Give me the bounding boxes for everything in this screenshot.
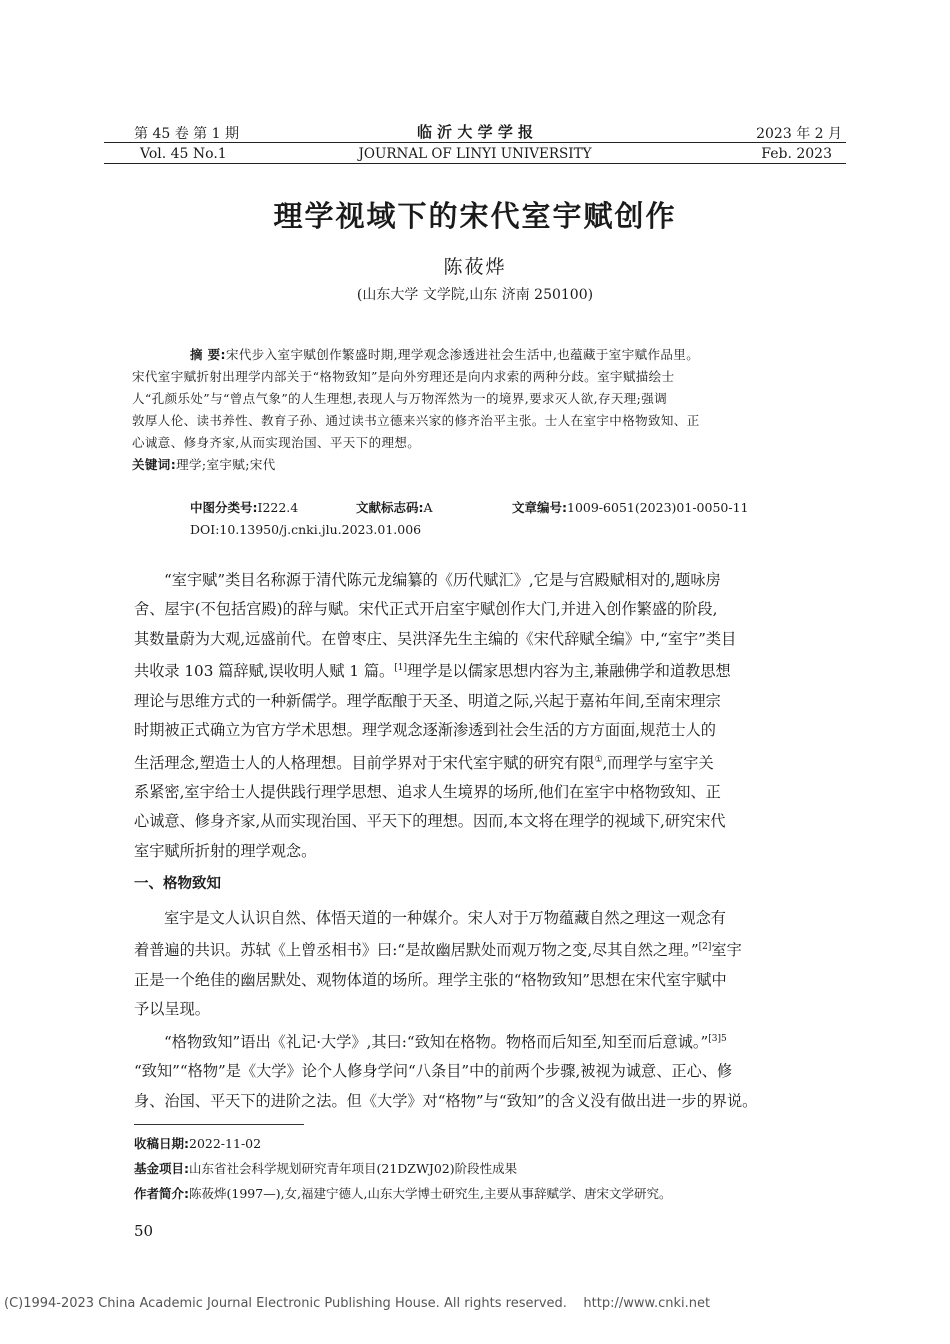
body-line: 身、治国、平天下的进阶之法。但《大学》对“格物”与“致知”的含义没有做出进一步的界说。 xyxy=(134,1091,758,1110)
body-line: 时期被正式确立为官方学术思想。理学观念逐渐渗透到社会生活的方方面面,规范士人的 xyxy=(134,721,716,740)
clc-number: 中图分类号:I222.4 xyxy=(190,500,299,515)
intro-paragraph xyxy=(134,566,834,866)
volume-issue-en: Vol. 45 No.1 xyxy=(140,146,227,162)
citation-ref[interactable]: [3]5 xyxy=(708,1033,727,1044)
author-bio: 作者简介:陈莜烨(1997—),女,福建宁德人,山东大学博士研究生,主要从事辞赋学、唐宋文学研究。 xyxy=(134,1186,672,1201)
body-line: 着普遍的共识。苏轼《上曾丞相书》曰:“是故幽居默处而观万物之变,尽其自然之理。”[2]室宇 xyxy=(134,941,742,960)
body-line: 系紧密,室宇给士人提供践行理学思想、追求人生境界的场所,他们在室宇中格物致知、正 xyxy=(134,782,721,801)
abstract-line: 宋代步入室宇赋创作繁盛时期,理学观念渗透进社会生活中,也蕴藏于室宇赋作品里。 xyxy=(225,347,700,362)
header-rule-top xyxy=(104,142,846,143)
journal-name-cn: 临 沂 大 学 学 报 xyxy=(416,123,534,141)
body-line: 其数量蔚为大观,远盛前代。在曾枣庄、吴洪泽先生主编的《宋代辞赋全编》中,“室宇”类目 xyxy=(134,629,737,648)
body-line: “致知”“格物”是《大学》论个人修身学问“八条目”中的前两个步骤,被视为诚意、正心、修 xyxy=(134,1062,733,1081)
keywords-label: 关键词: xyxy=(132,457,177,472)
copyright-footer: (C)1994-2023 China Academic Journal Electronic Publishing House. All rights reserved. http://www.cnki.net xyxy=(4,1296,711,1311)
body-line: 心诚意、修身齐家,从而实现治国、平天下的理想。因而,本文将在理学的视域下,研究宋代 xyxy=(134,812,726,831)
abstract xyxy=(132,344,820,476)
date-cn: 2023 年 2 月 xyxy=(756,126,842,142)
footnote-rule xyxy=(134,1124,304,1125)
footnote-ref[interactable]: ① xyxy=(594,754,603,765)
section-heading: 一、格物致知 xyxy=(134,876,221,892)
body-line: 室宇赋所折射的理学观念。 xyxy=(134,841,317,860)
body-line: 室宇是文人认识自然、体悟天道的一种媒介。宋人对于万物蕴藏自然之理这一观念有 xyxy=(164,909,726,927)
body-line: 生活理念,塑造士人的人格理想。目前学界对于宋代室宇赋的研究有限①,而理学与室宇关 xyxy=(134,753,714,772)
citation-ref[interactable]: [2] xyxy=(698,942,712,953)
section1-text xyxy=(134,904,834,1116)
article-title: 理学视域下的宋代室宇赋创作 xyxy=(273,199,677,233)
abstract-line: 人“孔颜乐处”与“曾点气象”的人生理想,表现人与万物浑然为一的境界,要求灭人欲,存天理;强调 xyxy=(132,391,668,406)
document-code: 文献标志码:A xyxy=(356,500,433,515)
abstract-label: 摘 要: xyxy=(190,347,226,362)
header-rule-bottom xyxy=(104,163,846,164)
page-number: 50 xyxy=(134,1222,154,1240)
body-line: 共收录 103 篇辞赋,误收明人赋 1 篇。[1]理学是以儒家思想内容为主,兼融佛学和道教思想 xyxy=(134,662,731,681)
body-line: “格物致知”语出《礼记·大学》,其曰:“致知在格物。物格而后知至,知至而后意诚。”$^{[3]5}$ xyxy=(164,1032,727,1051)
abstract-line: 心诚意、修身齐家,从而实现治国、平天下的理想。 xyxy=(132,435,421,450)
author-name: 陈莜烨 xyxy=(443,256,507,278)
abstract-line: 宋代室宇赋折射出理学内部关于“格物致知”是向外穷理还是向内求索的两种分歧。室宇赋描绘士 xyxy=(132,369,675,384)
fund-project: 基金项目:山东省社会科学规划研究青年项目(21DZWJ02)阶段性成果 xyxy=(134,1161,518,1176)
body-line: 正是一个绝佳的幽居默处、观物体道的场所。理学主张的“格物致知”思想在宋代室宇赋中 xyxy=(134,970,727,989)
received-date: 收稿日期:2022-11-02 xyxy=(134,1136,262,1151)
abstract-line: 敦厚人伦、读书养性、教育子孙、通过读书立德来兴家的修齐治平主张。士人在室宇中格物致知、正 xyxy=(132,413,700,428)
article-number: 文章编号:1009-6051(2023)01-0050-11 xyxy=(512,500,749,515)
body-line: “室宇赋”类目名称源于清代陈元龙编纂的《历代赋汇》,它是与宫殿赋相对的,题咏房 xyxy=(164,571,721,589)
doi: DOI:10.13950/j.cnki.jlu.2023.01.006 xyxy=(190,522,422,537)
keywords: 理学;室宇赋;宋代 xyxy=(176,457,276,472)
body-line: 舍、屋宇(不包括宫殿)的辞与赋。宋代正式开启室宇赋创作大门,并进入创作繁盛的阶段, xyxy=(134,600,718,619)
body-line: 理论与思维方式的一种新儒学。理学酝酿于天圣、明道之际,兴起于嘉祐年间,至南宋理宗 xyxy=(134,691,721,710)
journal-name-en: JOURNAL OF LINYI UNIVERSITY xyxy=(358,146,592,162)
date-en: Feb. 2023 xyxy=(761,146,832,162)
citation-ref[interactable]: [1] xyxy=(394,663,407,674)
author-affiliation: (山东大学 文学院,山东 济南 250100) xyxy=(356,287,594,303)
volume-issue-cn: 第 45 卷 第 1 期 xyxy=(134,126,239,142)
body-line: 予以呈现。 xyxy=(134,1000,210,1019)
